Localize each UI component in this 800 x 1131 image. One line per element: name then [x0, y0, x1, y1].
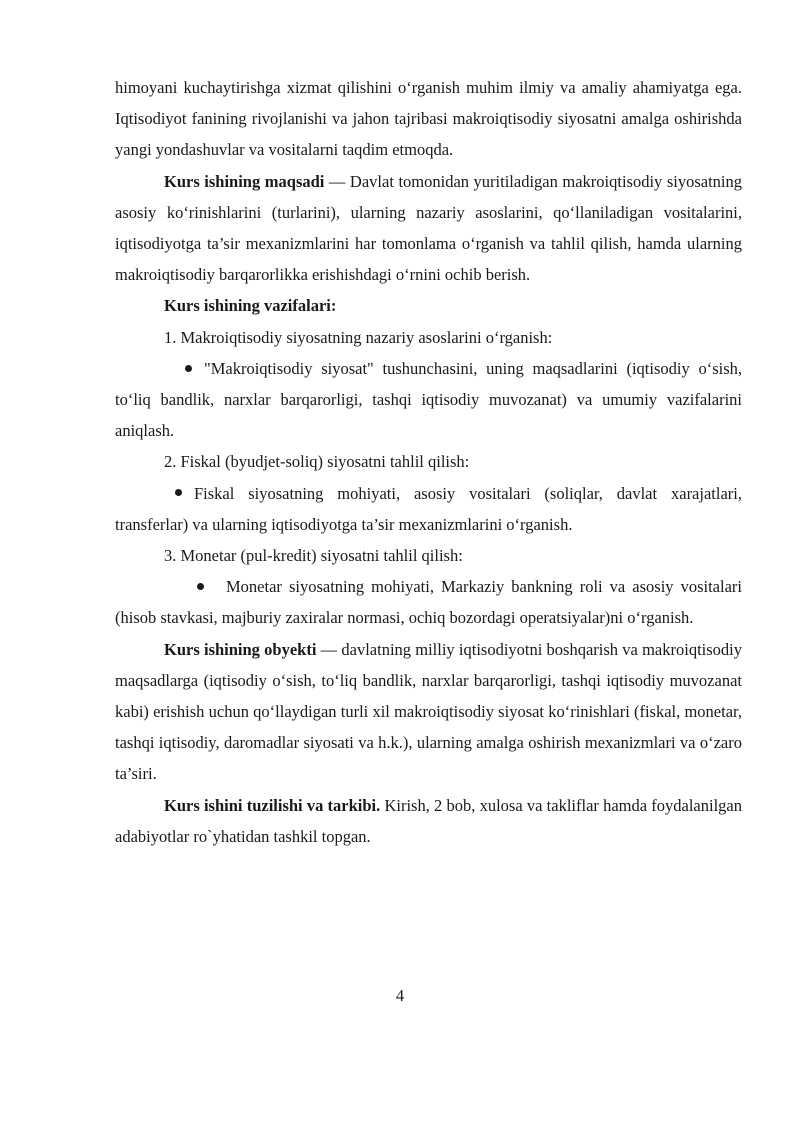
page-number: 4 — [395, 986, 405, 1005]
bullet-icon — [197, 583, 204, 590]
task-1-bullet-text: "Makroiqtisodiy siyosat" tushunchasini, uning maqsadlarini (iqtisodiy o‘sish, to‘liq bandlik, narxlar barqarorligi, tashqi iqtisodiy muvozanat) va umumiy vazifalarini aniqlash. — [115, 358, 742, 441]
structure-label: Kurs ishini tuzilishi va tarkibi. — [164, 795, 381, 815]
body-text — [115, 72, 742, 852]
task-3-bullet-text: Monetar siyosatning mohiyati, Markaziy bankning roli va asosiy vositalari (hisob stavkasi, majburiy zaxiralar normasi, ochiq bozordagi operatsiyalar)ni o‘rganish. — [115, 577, 742, 628]
task-3-title: 3. Monetar (pul-kredit) siyosatni tahlil qilish: — [164, 546, 463, 566]
task-2-title: 2. Fiskal (byudjet-soliq) siyosatni tahlil qilish: — [164, 452, 470, 472]
task-3-bullet-item — [115, 571, 742, 633]
tasks-heading-text: Kurs ishining vazifalari: — [164, 296, 337, 316]
goal-label: Kurs ishining maqsadi — [164, 171, 325, 191]
task-1-bullet-item — [115, 353, 742, 447]
goal-text: — Davlat tomonidan yuritiladigan makroiqtisodiy siyosatning asosiy ko‘rinishlarini (turlarini), ularning nazariy asoslarini, qo‘llaniladigan vositalarini, iqtisodiyotga ta’sir mexanizmlarini har tomonlama o‘rganish va tahlil qilish, hamda ularning makroiqtisodiy barqarorlikka erishishdagi o‘rnini ochib berish. — [115, 171, 742, 285]
object-label: Kurs ishining obyekti — [164, 639, 317, 659]
object-paragraph — [115, 634, 742, 790]
bullet-icon — [185, 365, 192, 372]
task-2-bullet-item — [115, 478, 742, 540]
tasks-heading — [115, 290, 742, 321]
bullet-icon — [175, 489, 182, 496]
object-text: — davlatning milliy iqtisodiyotni boshqarish va makroiqtisodiy maqsadlarga (iqtisodiy o‘sish, to‘liq bandlik, narxlar barqarorligi, tashqi iqtisodiy muvozanat kabi) erishish uchun qo‘llaydigan turli xil makroiqtisodiy siyosat ko‘rinishlari (fiskal, monetar, tashqi iqtisodiy, daromadlar siyosati va h.k.), ularning amalga oshirish mexanizmlari va o‘zaro ta’siri. — [115, 639, 742, 784]
goal-paragraph — [115, 166, 742, 291]
structure-text: Kirish, 2 bob, xulosa va takliflar hamda foydalanilgan adabiyotlar ro`yhatidan tashkil topgan. — [115, 795, 742, 846]
task-1-title: 1. Makroiqtisodiy siyosatning nazariy asoslarini o‘rganish: — [164, 327, 553, 347]
intro-paragraph: himoyani kuchaytirishga xizmat qilishini o‘rganish muhim ilmiy va amaliy ahamiyatga ega. Iqtisodiyot fanining rivojlanishi va jahon tajribasi makroiqtisodiy siyosatni amalga oshirishda yangi yondashuvlar va vositalarni taqdim etmoqda. — [115, 78, 742, 160]
task-2-bullet-text: Fiskal siyosatning mohiyati, asosiy vositalari (soliqlar, davlat xarajatlari, transferlar) va ularning iqtisodiyotga ta’sir mexanizmlarini o‘rganish. — [115, 483, 742, 534]
structure-paragraph — [115, 790, 742, 852]
